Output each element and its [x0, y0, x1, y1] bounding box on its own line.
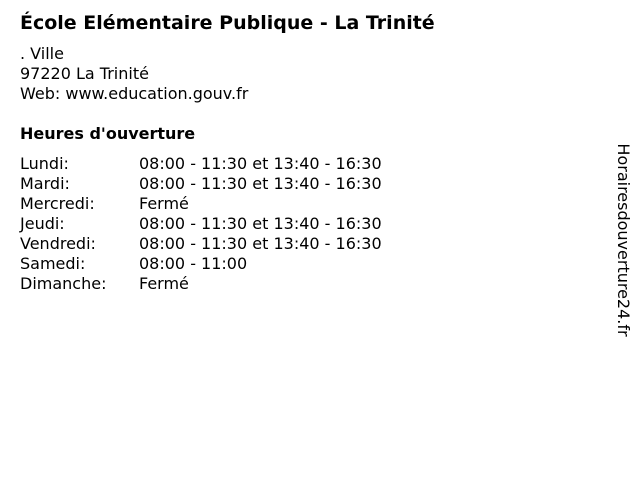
- hours-row-thursday: [20, 214, 382, 234]
- day-label: Jeudi:: [20, 214, 65, 233]
- hours-row-sunday: [20, 274, 382, 294]
- time-value: Fermé: [139, 274, 189, 293]
- day-label: Vendredi:: [20, 234, 96, 253]
- address-block: [20, 44, 248, 104]
- hours-row-monday: [20, 154, 382, 174]
- street-line: . Ville: [20, 44, 64, 63]
- day-label: Mercredi:: [20, 194, 95, 213]
- hours-row-tuesday: [20, 174, 382, 194]
- hours-row-wednesday: [20, 194, 382, 214]
- site-watermark: Horairesdouverture24.fr: [614, 143, 633, 337]
- time-value: 08:00 - 11:30 et 13:40 - 16:30: [139, 214, 382, 233]
- hours-heading: Heures d'ouverture: [20, 124, 196, 143]
- postal-city-line: 97220 La Trinité: [20, 64, 149, 83]
- time-value: 08:00 - 11:30 et 13:40 - 16:30: [139, 174, 382, 193]
- day-label: Lundi:: [20, 154, 69, 173]
- day-label: Dimanche:: [20, 274, 107, 293]
- day-label: Samedi:: [20, 254, 86, 273]
- time-value: 08:00 - 11:30 et 13:40 - 16:30: [139, 154, 382, 173]
- hours-table: [20, 154, 382, 294]
- time-value: 08:00 - 11:30 et 13:40 - 16:30: [139, 234, 382, 253]
- website-line[interactable]: Web: www.education.gouv.fr: [20, 84, 249, 103]
- time-value: Fermé: [139, 194, 189, 213]
- hours-row-saturday: [20, 254, 382, 274]
- hours-row-friday: [20, 234, 382, 254]
- business-name: École Elémentaire Publique - La Trinité: [20, 12, 435, 34]
- time-value: 08:00 - 11:00: [139, 254, 248, 273]
- day-label: Mardi:: [20, 174, 70, 193]
